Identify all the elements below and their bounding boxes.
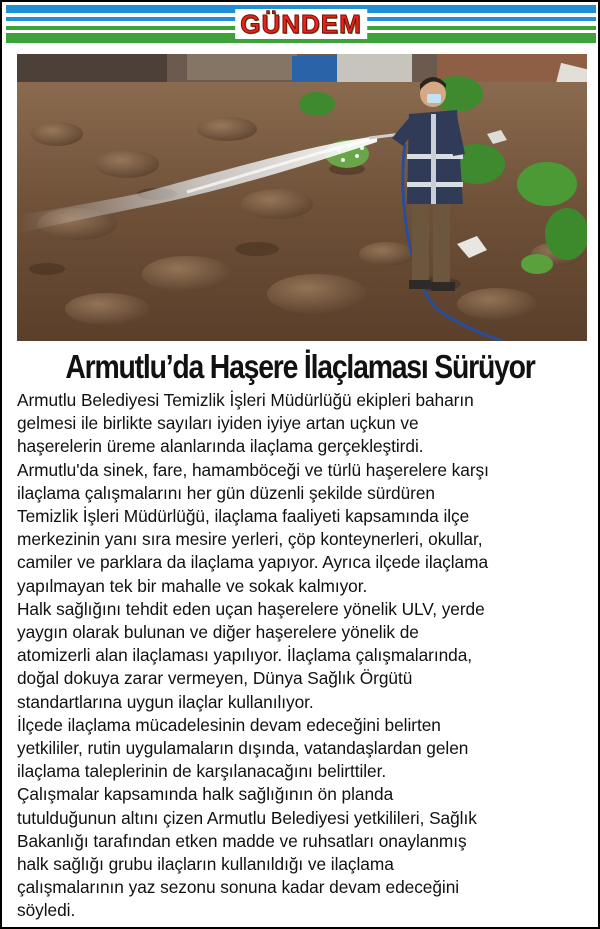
section-header	[6, 5, 596, 43]
article-line: tutulduğunun altını çizen Armutlu Belediyesi yetkilileri, Sağlık	[17, 807, 477, 828]
article-line: ilaçlama çalışmalarını her gün düzenli şekilde sürdüren	[17, 482, 435, 503]
article-line: ilaçlama taleplerinin de karşılanacağını belirttiler.	[17, 761, 387, 782]
article-line: merkezinin yanı sıra mesire yerleri, çöp konteynerleri, okullar,	[17, 529, 483, 550]
article-line: yetkililer, rutin uygulamaların dışında, vatandaşlardan gelen	[17, 738, 469, 759]
article-line: doğal dokuya zarar vermeyen, Dünya Sağlık Örgütü	[17, 668, 413, 689]
article-line: halk sağlığı grubu ilaçların kullanıldığı ve ilaçlama	[17, 854, 394, 875]
spraying-worker-illustration	[17, 54, 587, 341]
article-line: Armutlu'da sinek, fare, hamamböceği ve türlü haşerelere karşı	[17, 459, 489, 480]
article-line: yapılmayan tek bir mahalle ve sokak kalmıyor.	[17, 575, 368, 596]
article-line: Çalışmalar kapsamında halk sağlığının ön planda	[17, 784, 394, 805]
article-line: Armutlu Belediyesi Temizlik İşleri Müdürlüğü ekipleri baharın	[17, 390, 474, 410]
article-line: Halk sağlığını tehdit eden uçan haşerelere yönelik ULV, yerde	[17, 598, 485, 619]
section-label: GÜNDEM	[235, 9, 367, 39]
article-line: İlçede ilaçlama mücadelesinin devam edeceğini belirten	[17, 714, 441, 735]
article-line: camiler ve parklara da ilaçlama yapıyor. Ayrıca ilçede ilaçlama	[17, 552, 489, 573]
article-line: atomizerli alan ilaçlaması yapılıyor. İlaçlama çalışmalarında,	[17, 645, 473, 666]
article-line: standartlarına uygun ilaçlar kullanılıyor.	[17, 691, 314, 712]
article-line: çalışmalarının yaz sezonu sonuna kadar devam edeceğini	[17, 877, 460, 898]
article-line: gelmesi ile birlikte sayıları iyiden iyiye artan uçkun ve	[17, 413, 419, 434]
article-body	[17, 389, 589, 923]
article-photo	[17, 54, 587, 341]
headline: Armutlu’da Haşere İlaçlaması Sürüyor	[65, 348, 535, 385]
article-line: yaygın olarak bulunan ve diğer haşerelere yönelik de	[17, 622, 419, 643]
article-line: haşerelerin üreme alanlarında ilaçlama gerçekleştirdi.	[17, 436, 424, 457]
article-line: söyledi.	[17, 900, 76, 921]
article-line: Bakanlığı tarafından etken madde ve ruhsatları onaylanmış	[17, 830, 467, 851]
article-line: Temizlik İşleri Müdürlüğü, ilaçlama faaliyeti kapsamında ilçe	[17, 506, 470, 527]
